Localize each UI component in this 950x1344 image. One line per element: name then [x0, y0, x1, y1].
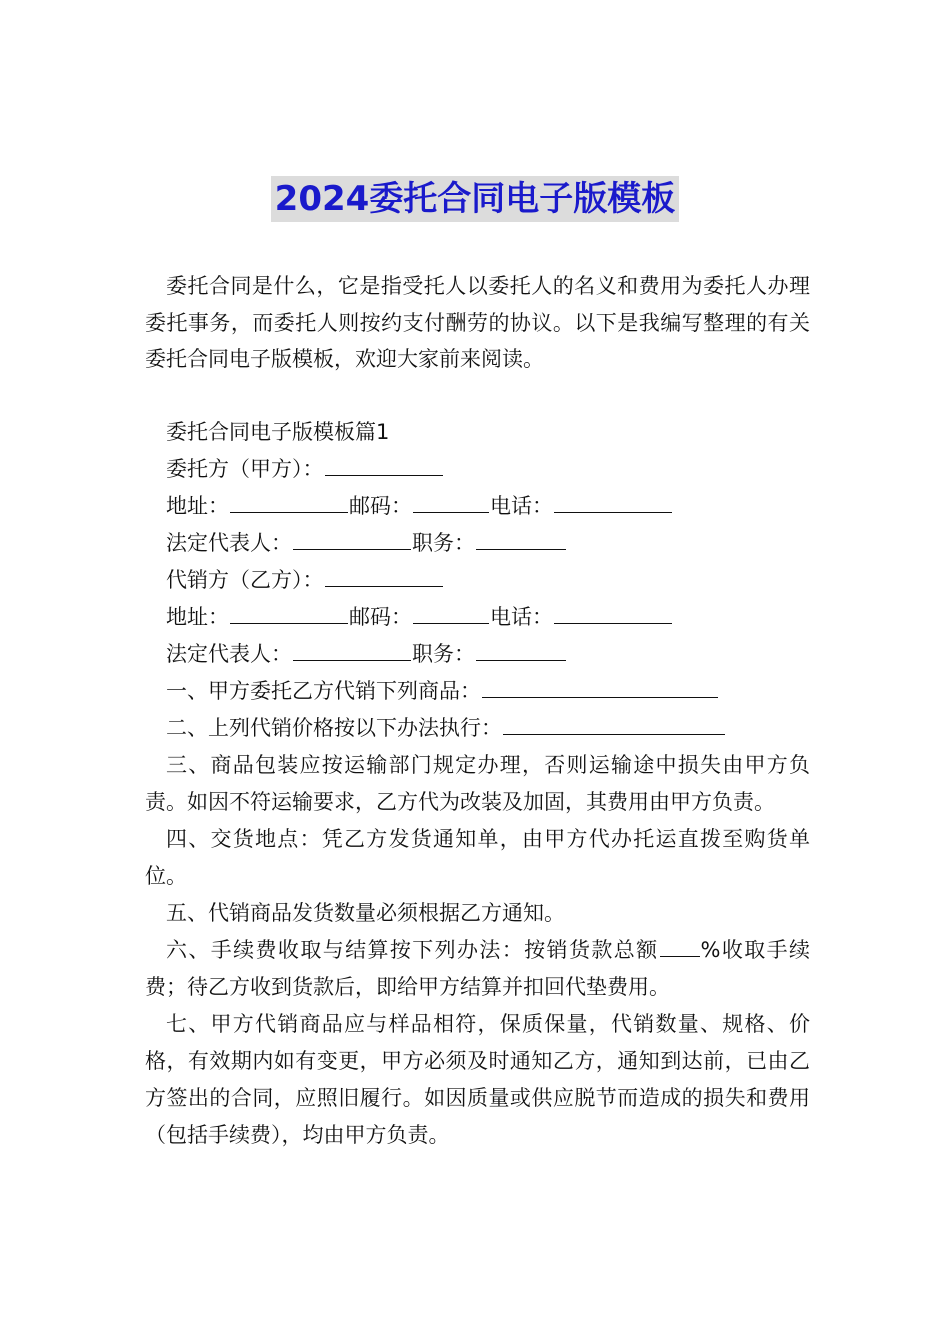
document-body — [145, 268, 810, 1154]
party-b-line: 代销方（乙方）： — [145, 562, 810, 599]
party-b-blank — [325, 562, 443, 587]
goods-blank — [482, 673, 718, 698]
clause-4: 四、交货地点：凭乙方发货通知单，由甲方代办托运直拨至购货单位。 — [145, 826, 810, 888]
party-a-blank — [325, 451, 443, 476]
intro-paragraph: 委托合同是什么，它是指受托人以委托人的名义和费用为委托人办理委托事务，而委托人则按约支付酬劳的协议。以下是我编写整理的有关委托合同电子版模板，欢迎大家前来阅读。 — [145, 274, 810, 371]
clause-6: 六、手续费收取与结算按下列办法：按销货款总额 %收取手续费；待乙方收到货款后，即给甲方结算并扣回代垫费用。 — [145, 932, 810, 1006]
party-a-rep-line: 法定代表人： 职务： — [145, 525, 810, 562]
clause-3: 三、商品包装应按运输部门规定办理，否则运输途中损失由甲方负责。如因不符运输要求，乙方代为改装及加固，其费用由甲方负责。 — [145, 752, 810, 814]
price-method-blank — [503, 710, 725, 735]
spacer — [145, 378, 810, 414]
clause-5: 五、代销商品发货数量必须根据乙方通知。 — [166, 900, 565, 925]
address-blank — [230, 599, 348, 624]
rep-blank — [293, 525, 411, 550]
postcode-blank — [413, 599, 489, 624]
rep-blank — [293, 636, 411, 661]
postcode-blank — [413, 488, 489, 513]
party-b-rep-line: 法定代表人： 职务： — [145, 636, 810, 673]
phone-blank — [554, 488, 672, 513]
clause-2: 二、上列代销价格按以下办法执行： — [145, 710, 810, 747]
position-blank — [476, 636, 566, 661]
party-a-line: 委托方（甲方）： — [145, 451, 810, 488]
document-title: 2024委托合同电子版模板 — [271, 176, 680, 222]
clause-7: 七、甲方代销商品应与样品相符，保质保量，代销数量、规格、价格，有效期内如有变更，甲方必须及时通知乙方，通知到达前，已由乙方签出的合同，应照旧履行。如因质量或供应脱节而造成的损失和费用（包括手续费），均由甲方负责。 — [145, 1011, 810, 1147]
position-blank — [476, 525, 566, 550]
title-container — [0, 176, 950, 222]
section-title: 委托合同电子版模板篇1 — [166, 419, 390, 444]
percent-blank — [660, 932, 700, 957]
party-b-address-line: 地址： 邮码： 电话： — [145, 599, 810, 636]
clause-1: 一、甲方委托乙方代销下列商品： — [145, 673, 810, 710]
phone-blank — [554, 599, 672, 624]
party-a-address-line: 地址： 邮码： 电话： — [145, 488, 810, 525]
address-blank — [230, 488, 348, 513]
